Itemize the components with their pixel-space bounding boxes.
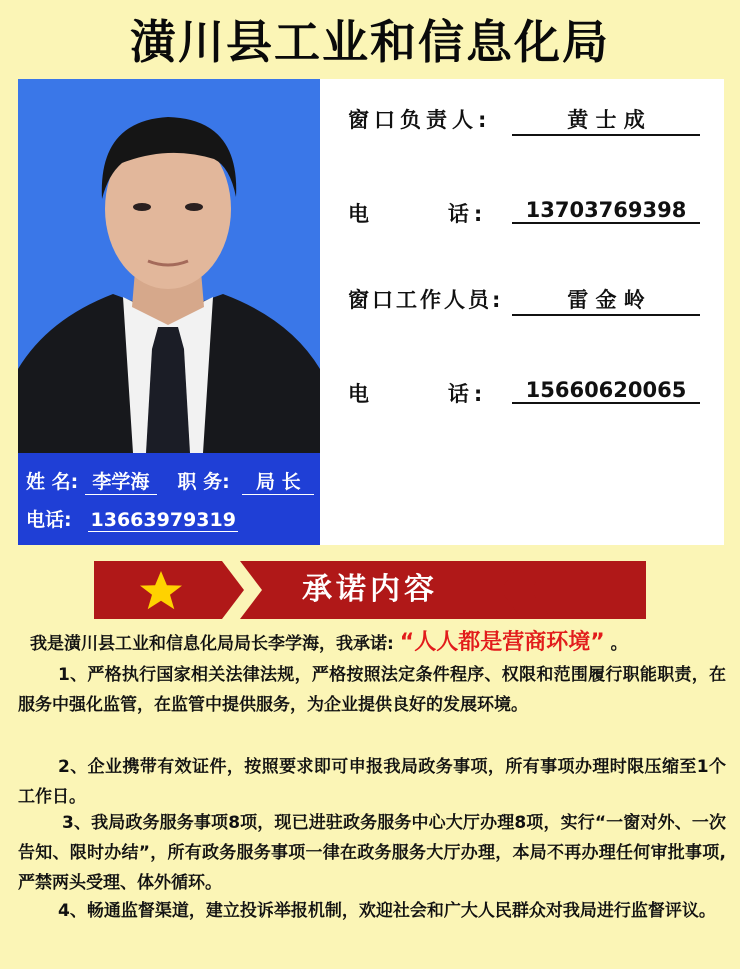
post-value: 局 长 [242, 467, 314, 495]
name-panel [18, 453, 320, 545]
window-staff-label: 窗口工作人员: [348, 288, 504, 312]
pledge-item-1: 1、严格执行国家相关法律法规，严格按照法定条件程序、权限和范围履行职能职责，在服务中强化监管，在监管中提供服务，为企业提供良好的发展环境。 [18, 665, 726, 715]
portrait-photo [18, 79, 320, 453]
window-head-row [348, 104, 645, 134]
window-head-phone-row [348, 198, 687, 228]
window-staff-row [348, 284, 645, 314]
window-head-label: 窗口负责人: [348, 108, 492, 132]
window-head-phone-label: 电 话: [348, 202, 488, 226]
pledge-item-4: 4、畅通监督渠道，建立投诉举报机制，欢迎社会和广大人民群众对我局进行监督评议。 [58, 901, 716, 921]
pledge-item-2: 2、企业携带有效证件，按照要求即可申报我局政务事项，所有事项办理时限压缩至1个工作日。 [18, 757, 726, 807]
window-head-phone: 13703769398 [512, 198, 700, 224]
pledge-intro [18, 628, 726, 659]
window-staff-phone-label: 电 话: [348, 382, 488, 406]
name-value: 李学海 [85, 467, 157, 495]
phone-value: 13663979319 [88, 509, 238, 532]
window-staff-name: 雷 金 岭 [512, 284, 700, 316]
pledge-slogan: “人人都是营商环境” [399, 630, 605, 655]
phone-label: 电话: [26, 509, 72, 531]
name-label: 姓 名: [26, 471, 79, 493]
window-head-name: 黄 士 成 [512, 104, 700, 136]
pledge-intro-end: 。 [610, 634, 628, 654]
window-staff-phone: 15660620065 [512, 378, 700, 404]
window-staff-phone-row [348, 378, 687, 408]
page-title: 潢川县工业和信息化局 [130, 15, 610, 69]
banner-title: 承诺内容 [302, 572, 438, 607]
post-label: 职 务: [177, 471, 230, 493]
pledge-intro-text: 我是潢川县工业和信息化局局长李学海，我承诺: [30, 634, 394, 654]
pledge-item-3: 3、我局政务服务事项8项，现已进驻政务服务中心大厅办理8项，实行“一窗对外、一次告知、限时办结”，所有政务服务事项一律在政务服务大厅办理，本局不再办理任何审批事项,严禁两头受理、体外循环。 [18, 813, 726, 893]
